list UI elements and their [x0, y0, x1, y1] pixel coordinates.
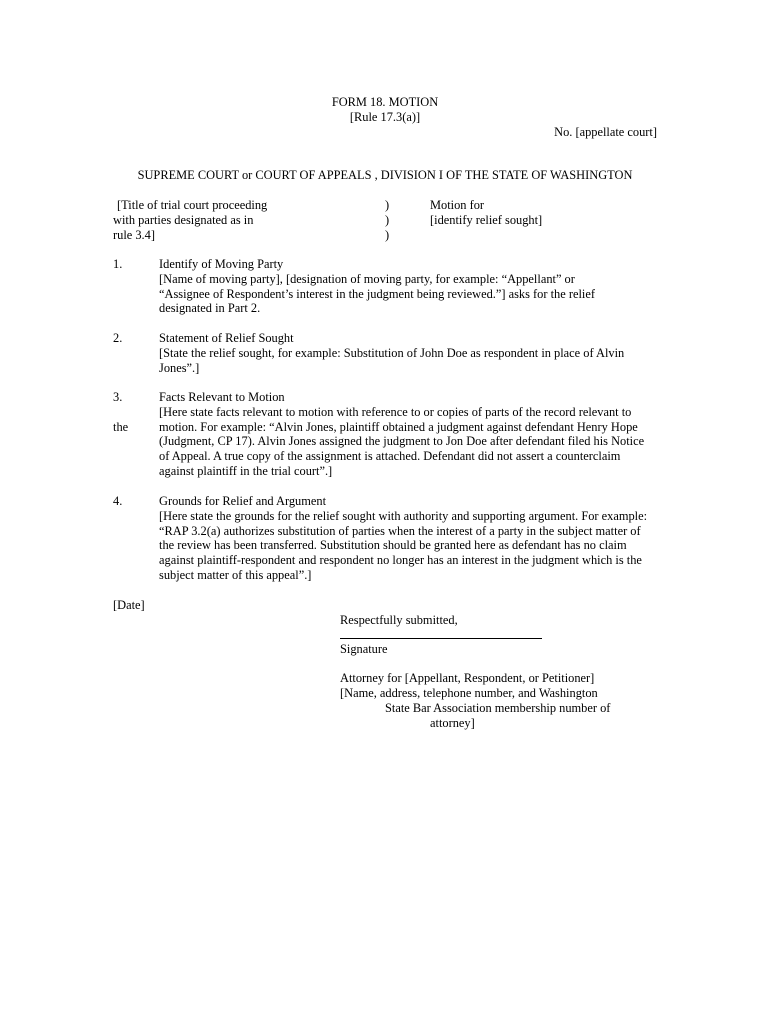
- section-body-line: the review has been transferred. Substitution should be granted here as defendant has no claim: [159, 538, 627, 553]
- respectfully-submitted: Respectfully submitted,: [340, 613, 458, 627]
- section-number: 4.: [113, 494, 123, 508]
- section-body-line: [Here state facts relevant to motion with reference to or copies of parts of the record relevant to: [159, 404, 632, 419]
- section-body-line: Jones”.]: [159, 360, 200, 375]
- section-heading: Grounds for Relief and Argument: [159, 494, 327, 508]
- caption-separator: ): [385, 212, 390, 227]
- section-body-line: “RAP 3.2(a) authorizes substitution of parties when the interest of a party in the subject matter of: [159, 523, 641, 538]
- section-body-line: (Judgment, CP 17). Alvin Jones assigned the judgment to Jon Doe after defendant filed his Notice: [159, 434, 645, 449]
- caption-separators: [385, 198, 389, 242]
- attorney-for: Attorney for [Appellant, Respondent, or Petitioner]: [340, 671, 595, 685]
- section-body-line: subject matter of this appeal”.]: [159, 567, 312, 582]
- attorney-info: State Bar Association membership number of: [385, 701, 611, 715]
- caption-title: [113, 198, 267, 242]
- section-number: 2.: [113, 331, 123, 345]
- court-name: SUPREME COURT or COURT OF APPEALS , DIVISION I OF THE STATE OF WASHINGTON: [137, 168, 633, 182]
- signature-label: Signature: [340, 642, 388, 656]
- rule-reference: [Rule 17.3(a)]: [349, 110, 421, 124]
- section-grounds: [159, 494, 647, 583]
- section-number: 1.: [113, 257, 123, 271]
- section-heading: Facts Relevant to Motion: [159, 390, 285, 404]
- section-facts: [159, 390, 644, 479]
- section-body-line: against plaintiff in the trial court”.]: [159, 463, 333, 478]
- margin-word: the: [113, 420, 129, 434]
- caption-line: [Title of trial court proceeding: [117, 198, 268, 212]
- section-body-line: [State the relief sought, for example: Substitution of John Doe as respondent in place of Alvin: [159, 345, 625, 360]
- form-title: FORM 18. MOTION: [331, 95, 439, 109]
- section-body-line: “Assignee of Respondent’s interest in the judgment being reviewed.”] asks for the relief: [159, 286, 595, 301]
- caption-motion: [430, 198, 542, 228]
- section-body-line: motion. For example: “Alvin Jones, plaintiff obtained a judgment against defendant Henry Hope: [159, 419, 638, 434]
- caption-line: rule 3.4]: [113, 227, 155, 242]
- section-body-line: of Appeal. A true copy of the assignment is attached. Defendant did not assert a counterclaim: [159, 449, 621, 464]
- section-number: 3.: [113, 390, 123, 404]
- signature-line: [340, 638, 542, 639]
- attorney-info: attorney]: [430, 716, 475, 730]
- caption-separator: ): [385, 198, 390, 212]
- caption-separator: ): [385, 227, 390, 242]
- section-heading: Identify of Moving Party: [159, 257, 284, 271]
- section-body-line: against plaintiff-respondent and respondent no longer has an interest in the judgment which is the: [159, 553, 642, 568]
- motion-label: Motion for: [430, 198, 485, 212]
- section-body-line: [Here state the grounds for the relief sought with authority and supporting argument. For example:: [159, 508, 648, 523]
- date-placeholder: [Date]: [113, 598, 145, 612]
- caption-line: with parties designated as in: [113, 212, 254, 227]
- section-moving-party: [159, 257, 595, 316]
- attorney-info: [Name, address, telephone number, and Washington: [340, 686, 598, 700]
- section-heading: Statement of Relief Sought: [159, 331, 294, 345]
- section-body-line: [Name of moving party], [designation of moving party, for example: “Appellant” or: [159, 271, 575, 286]
- relief-placeholder: [identify relief sought]: [430, 212, 543, 227]
- section-body-line: designated in Part 2.: [159, 301, 261, 316]
- case-number: No. [appellate court]: [554, 125, 657, 139]
- section-relief-sought: [159, 331, 624, 375]
